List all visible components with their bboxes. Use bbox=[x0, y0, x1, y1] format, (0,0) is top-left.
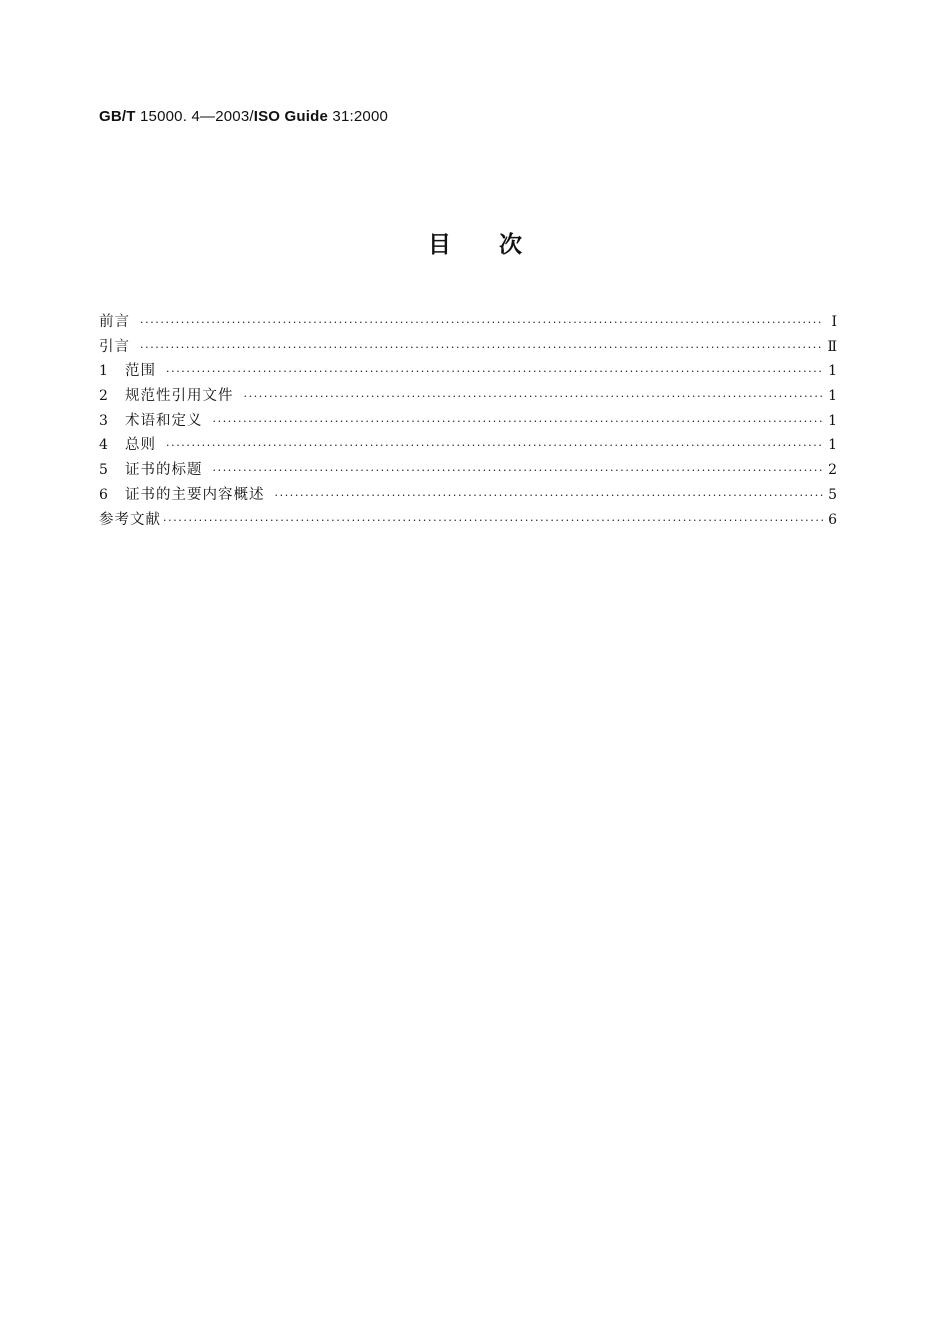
toc-entry-page: Ⅱ bbox=[827, 338, 837, 355]
toc-leader-dots bbox=[213, 415, 824, 428]
toc-entry-foreword[interactable] bbox=[99, 310, 837, 335]
toc-entry-certificate-title[interactable] bbox=[99, 458, 837, 483]
toc-entry-number: 5 bbox=[99, 462, 108, 479]
toc-entry-label: 引言 bbox=[99, 338, 130, 355]
toc-leader-dots bbox=[163, 514, 823, 527]
toc-entry-page: I bbox=[831, 314, 837, 330]
toc-entry-page: 1 bbox=[828, 412, 837, 429]
toc-entry-number: 1 bbox=[99, 363, 108, 380]
toc-entry-bibliography[interactable] bbox=[99, 508, 837, 533]
toc-entry-label: 证书的主要内容概述 bbox=[125, 486, 265, 503]
toc-leader-dots bbox=[244, 390, 824, 403]
toc-entry-introduction[interactable] bbox=[99, 335, 837, 360]
toc-leader-dots bbox=[140, 316, 823, 329]
iso-prefix: ISO Guide bbox=[253, 108, 329, 125]
document-code bbox=[99, 108, 388, 125]
toc-entry-label: 证书的标题 bbox=[125, 462, 203, 479]
toc-entry-label: 范围 bbox=[125, 363, 156, 380]
toc-leader-dots bbox=[166, 365, 823, 378]
toc-entry-number: 6 bbox=[99, 486, 108, 503]
toc-leader-dots bbox=[140, 341, 823, 354]
toc-entry-page: 1 bbox=[828, 363, 837, 380]
toc-entry-certificate-content[interactable] bbox=[99, 483, 837, 508]
table-of-contents bbox=[99, 310, 837, 532]
toc-entry-page: 1 bbox=[828, 437, 837, 454]
standard-number: 15000. 4—2003/ bbox=[135, 108, 254, 125]
toc-entry-number: 4 bbox=[99, 437, 108, 454]
toc-entry-scope[interactable] bbox=[99, 359, 837, 384]
toc-leader-dots bbox=[213, 464, 824, 477]
toc-entry-page: 2 bbox=[828, 462, 837, 479]
toc-entry-number: 3 bbox=[99, 412, 108, 429]
toc-title: 目次 bbox=[428, 232, 570, 258]
toc-entry-label: 规范性引用文件 bbox=[125, 388, 234, 405]
toc-entry-number: 2 bbox=[99, 388, 108, 405]
toc-leader-dots bbox=[275, 489, 824, 502]
toc-entry-label: 术语和定义 bbox=[125, 412, 203, 429]
iso-number: 31:2000 bbox=[328, 108, 389, 125]
standard-prefix: GB/T bbox=[99, 108, 136, 125]
toc-entry-general[interactable] bbox=[99, 433, 837, 458]
toc-entry-label: 总则 bbox=[125, 437, 156, 454]
toc-leader-dots bbox=[166, 439, 823, 452]
toc-entry-page: 1 bbox=[828, 388, 837, 405]
toc-entry-label: 参考文献 bbox=[99, 511, 161, 528]
toc-entry-terms-definitions[interactable] bbox=[99, 409, 837, 434]
toc-entry-label: 前言 bbox=[99, 314, 130, 330]
toc-entry-page: 5 bbox=[828, 486, 837, 503]
toc-entry-normative-references[interactable] bbox=[99, 384, 837, 409]
toc-entry-page: 6 bbox=[828, 511, 837, 528]
